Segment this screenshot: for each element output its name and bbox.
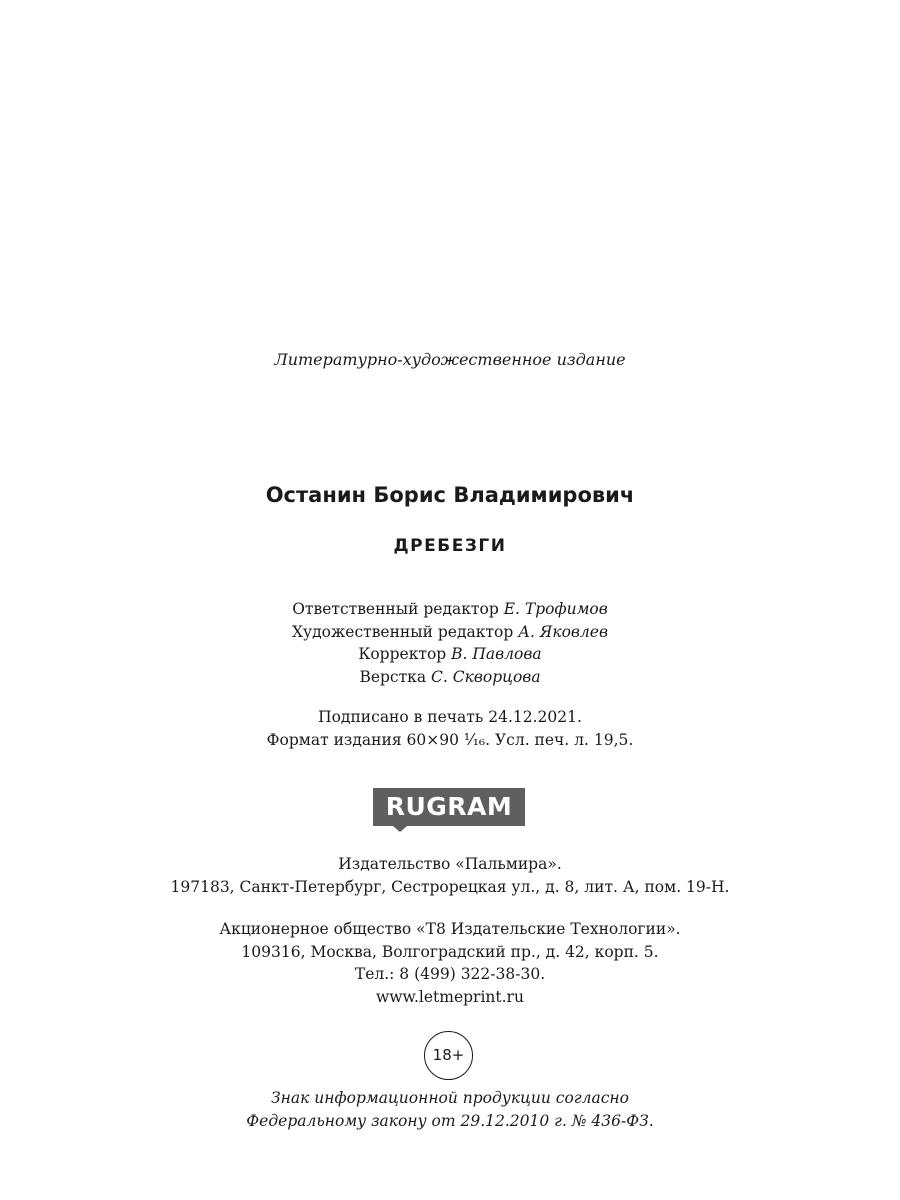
publisher-name: Издательство «Пальмира».	[338, 855, 562, 873]
logo-notch	[393, 826, 407, 832]
printer-phone: Тел.: 8 (499) 322-38-30.	[354, 965, 546, 983]
credits-block	[0, 598, 900, 688]
credit-line	[0, 666, 900, 689]
printer-block	[0, 918, 900, 1008]
printer-name: Акционерное общество «Т8 Издательские Технологии».	[219, 920, 681, 938]
credit-role: Корректор	[358, 645, 447, 663]
credit-line	[0, 643, 900, 666]
edition-type: Литературно-художественное издание	[274, 350, 626, 369]
publisher-address: 197183, Санкт-Петербург, Сестрорецкая ул., д. 8, лит. А, пом. 19-Н.	[170, 877, 730, 896]
credit-line	[0, 621, 900, 644]
print-info	[0, 706, 900, 751]
credit-line	[0, 598, 900, 621]
credit-person: Е. Трофимов	[503, 600, 608, 618]
printer-address: 109316, Москва, Волгоградский пр., д. 42, корп. 5.	[241, 942, 659, 961]
credit-role: Ответственный редактор	[292, 600, 499, 618]
credit-person: С. Скворцова	[431, 667, 541, 686]
author-name: Останин Борис Владимирович	[265, 483, 635, 507]
edition-format: Формат издания 60×90 ¹⁄₁₆. Усл. печ. л. 19,5.	[266, 730, 634, 749]
law-note-line: Знак информационной продукции согласно	[271, 1089, 629, 1107]
publisher-block	[0, 853, 900, 898]
signed-date: Подписано в печать 24.12.2021.	[318, 708, 582, 726]
credit-role: Художественный редактор	[291, 622, 514, 641]
logo-text: RUGRAM	[373, 788, 525, 826]
credit-role: Верстка	[359, 667, 427, 686]
credit-person: В. Павлова	[451, 645, 542, 663]
rugram-logo	[373, 788, 525, 832]
credit-person: А. Яковлев	[518, 622, 608, 641]
age-rating-badge: 18+	[424, 1031, 473, 1080]
book-title: ДРЕБЕЗГИ	[393, 536, 507, 556]
printer-website: www.letmeprint.ru	[376, 987, 524, 1006]
law-note	[0, 1087, 900, 1132]
law-note-line: Федеральному закону от 29.12.2010 г. № 436-ФЗ.	[246, 1111, 654, 1130]
